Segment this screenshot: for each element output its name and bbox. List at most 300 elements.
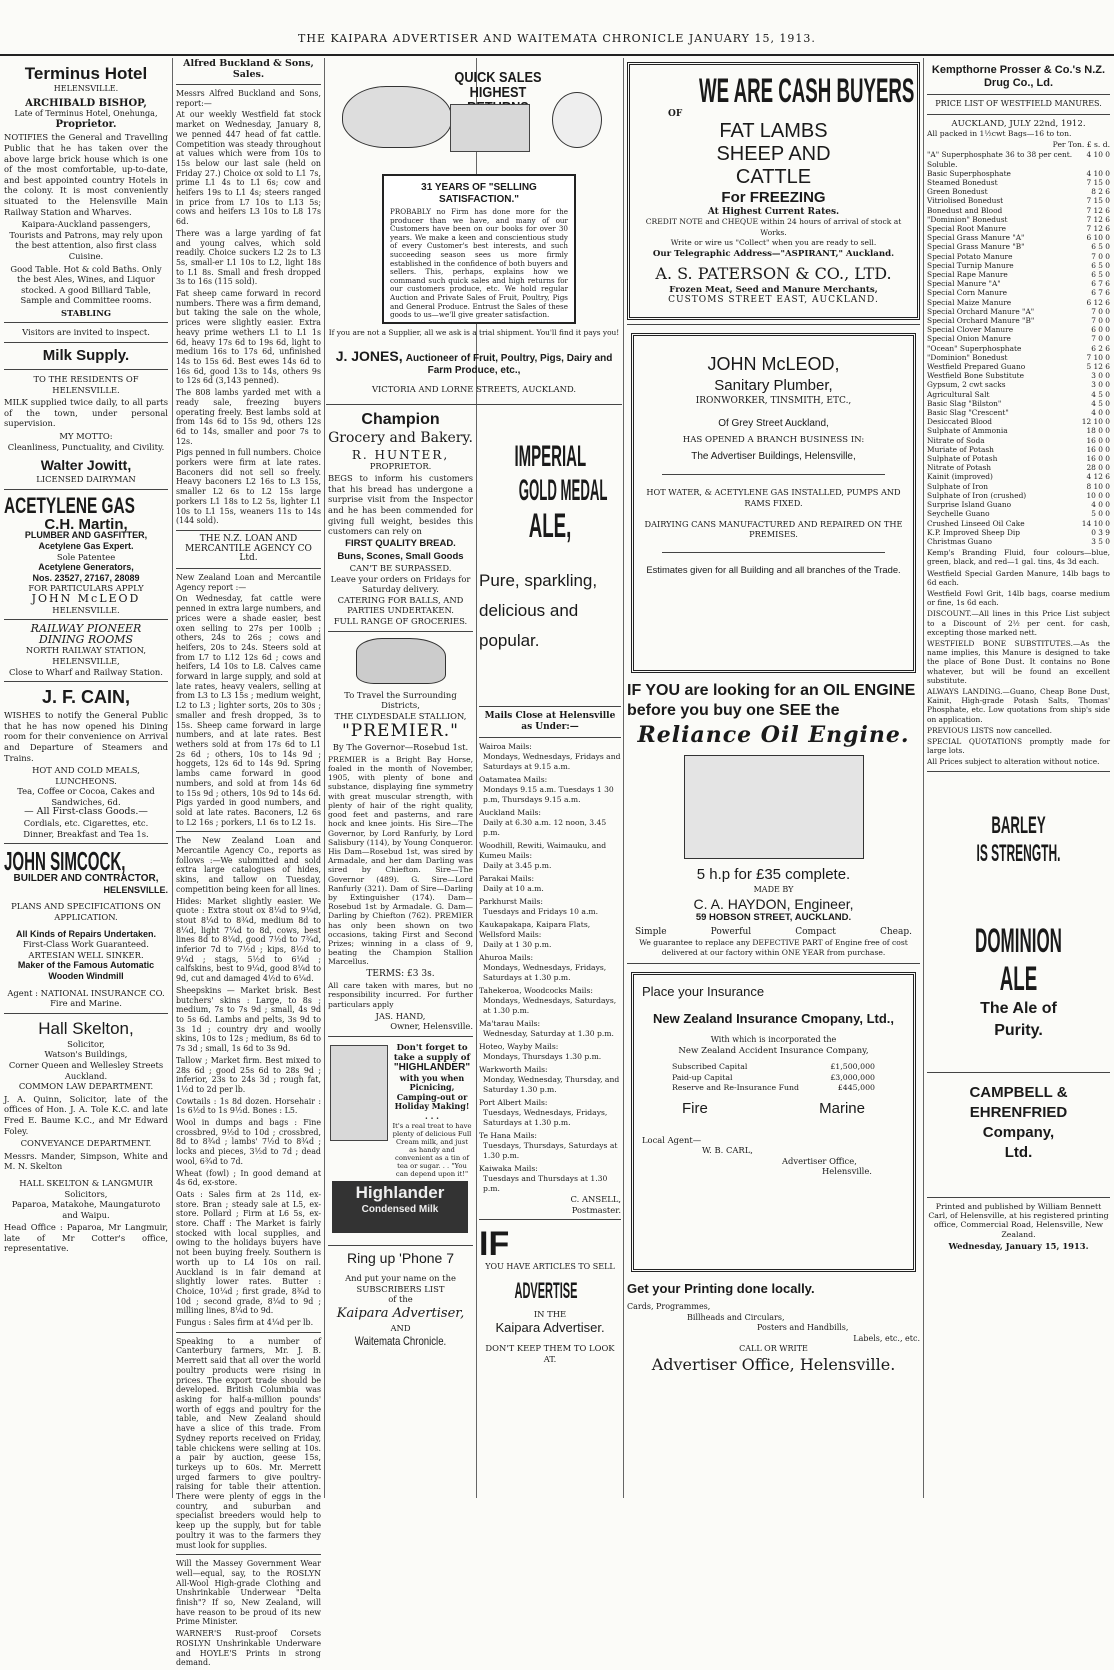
- skelton-mess: Messrs. Mander, Simpson, White and M. N. Skelton: [4, 1150, 168, 1172]
- paterson-l2: SHEEP AND: [716, 142, 831, 165]
- price-list-item: [927, 242, 1110, 251]
- champion-body: BEGS to inform his customers that his bread has undergone a surprise visit from the Inspector and he has been commended for giving full weight, besides this customers can rely on: [328, 473, 473, 537]
- column-4: [479, 410, 621, 1365]
- price-item-name: Basic Slag "Crescent": [927, 408, 1009, 418]
- price-list-item: [927, 426, 1110, 435]
- mail-times: Daily at 10 a.m.: [483, 884, 544, 893]
- price-list-item: [927, 537, 1110, 546]
- simcock-agent: Agent : NATIONAL INSURANCE CO. Fire and Marine.: [7, 987, 165, 1009]
- price-list-item: [927, 288, 1110, 297]
- champion-cant: CAN'T BE SURPASSED.: [349, 562, 452, 573]
- price-item-value: 4 12 6: [1086, 472, 1110, 482]
- paterson-rates: At Highest Current Rates.: [707, 206, 840, 217]
- tallow-p: Tallow ; Market firm. Best mixed to 28s 6d ; good 25s 6d to 28s 9d ; inferior, 23s to 24s 3d ; rough fat, 1½d to 2d per lb.: [176, 1055, 321, 1094]
- price-item-name: Special Grass Manure "A": [927, 233, 1025, 243]
- price-item-name: Surprise Island Guano: [927, 500, 1012, 510]
- price-item-name: Christmas Guano: [927, 536, 992, 546]
- price-item-name: Westfield Bone Substitute: [927, 371, 1024, 381]
- price-item-value: 14 10 0: [1081, 518, 1110, 528]
- paterson-credit: CREDIT NOTE and CHEQUE within 24 hours of arrival of stock at Works.: [645, 217, 902, 237]
- paterson-for: For FREEZING: [721, 188, 826, 206]
- price-item-value: 4 10 0: [1086, 168, 1110, 178]
- mail-times: Tuesdays and Fridays 10 a.m.: [483, 907, 598, 916]
- paterson-of: OF: [668, 109, 683, 119]
- mcleod-ad: [631, 333, 916, 673]
- terminus-table: Good Table. Hot & cold Baths. Only the best Ales, Wines, and Liquor stocked. A good Billiard Table, Sample and Committee rooms.: [10, 263, 162, 306]
- insurance-paid: Paid-up Capital: [672, 1072, 733, 1082]
- price-item-value: 16 0 0: [1086, 444, 1110, 454]
- skelton-name: Hall Skelton,: [38, 1018, 134, 1038]
- dominion-l4: Purity.: [994, 1021, 1043, 1039]
- price-item-value: 12 10 0: [1081, 417, 1110, 427]
- price-item-value: 7 15 0: [1086, 196, 1110, 206]
- mail-times: Daily at 1 30 p.m.: [483, 940, 552, 949]
- milk-motto: MY MOTTO:: [59, 431, 113, 442]
- paterson-ad: [627, 62, 920, 320]
- insurance-place: Place your Insurance: [642, 983, 765, 999]
- acetylene-agent: Sole Patentee: [56, 551, 116, 562]
- champion-leave: Leave your orders on Fridays for Saturday delivery.: [330, 573, 471, 595]
- railway-l5: Close to Wharf and Railway Station.: [9, 666, 163, 677]
- kempthorne-note: DISCOUNT.—All lines in this Price List subject to a Discount of 2½ per cent. for cash, excepting those marked nett.: [927, 609, 1110, 637]
- price-item-value: 7 0 0: [1091, 306, 1110, 316]
- imprint-body: Printed and published by William Bennett Carl, of Helensville, at his registered printing office, Commercial Road, Helensville, New Zealand.: [928, 1201, 1109, 1239]
- jones-box: [382, 174, 576, 324]
- kempthorne-note: ALWAYS LANDING.—Guano, Cheap Bone Dust, Kainit, High-grade Potash Salts, Thomas' Phosphate, etc. Low quotations from ship's side on application.: [927, 686, 1110, 724]
- insurance-res: Reserve and Re-Insurance Fund: [672, 1083, 800, 1093]
- price-item-value: 3 5 0: [1091, 536, 1110, 546]
- imprint-date: Wednesday, January 15, 1913.: [948, 1241, 1089, 1252]
- mcleod-dairy: DAIRYING CANS MANUFACTURED AND REPAIRED ON THE PREMISES.: [644, 518, 903, 540]
- price-item-name: Sulphate of Potash: [927, 454, 998, 464]
- reliance-powerful: Powerful: [710, 927, 752, 938]
- masthead-title: THE KAIPARA ADVERTISER AND WAITEMATA CHRONICLE JANUARY 15, 1913.: [298, 32, 816, 45]
- paterson-write: Write or wire us "Collect" when you are ready to sell.: [670, 238, 877, 248]
- mails-sign: C. ANSELL,: [570, 1194, 621, 1204]
- price-item-value: 7 12 6: [1086, 224, 1110, 233]
- oil-engine-illustration: [684, 755, 864, 859]
- price-item-name: Special Orchard Manure "B": [927, 316, 1035, 326]
- price-item-value: 16 0 0: [1086, 435, 1110, 445]
- fungus-p: Fungus : Sales firm at 4¼d per lb.: [176, 1318, 314, 1328]
- price-item-name: Special Rape Manure: [927, 270, 1008, 280]
- price-item-name: Steamed Bonedust: [927, 177, 998, 187]
- simcock-rep: All Kinds of Repairs Undertaken.: [15, 928, 157, 939]
- masthead: [0, 30, 1114, 56]
- mcleod-name: JOHN McLEOD,: [707, 354, 840, 374]
- price-list-item: [927, 334, 1110, 343]
- mail-route: Kaiwaka Mails:: [479, 1164, 538, 1173]
- insurance-agent: Local Agent—: [642, 1134, 702, 1145]
- ring-t2: SUBSCRIBERS LIST: [356, 1283, 445, 1294]
- premier-terms: TERMS: £3 3s.: [366, 968, 435, 979]
- price-item-value: 6 12 6: [1086, 297, 1110, 307]
- acetylene-place: HELENSVILLE.: [52, 604, 120, 615]
- price-item-value: 6 7 6: [1091, 288, 1110, 298]
- price-item-value: 7 0 0: [1091, 251, 1110, 261]
- champion-buns: Buns, Scones, Small Goods: [337, 551, 464, 563]
- price-item-name: Sulphate of Ammonia: [927, 426, 1008, 436]
- cain-name: J. F. CAIN,: [41, 687, 130, 708]
- champion-title: Champion: [361, 411, 440, 428]
- price-item-value: 8 10 0: [1086, 481, 1110, 491]
- mail-times: Tuesdays and Thursdays at 1.30 p.m.: [483, 1174, 608, 1193]
- reliance-guar: We guarantee to replace any DEFECTIVE PART of Engine free of cost delivered at our factory within ONE YEAR from purchase.: [639, 937, 908, 958]
- mail-route: Parkhurst Mails:: [479, 897, 543, 906]
- acetylene-nos: Nos. 23527, 27167, 28089: [32, 572, 140, 583]
- champion-cat: CATERING FOR BALLS, AND PARTIES UNDERTAKEN.: [337, 594, 464, 616]
- price-item-value: 7 10 0: [1086, 352, 1110, 362]
- printing-office: Advertiser Office, Helensville.: [651, 1354, 896, 1374]
- price-list-item: [927, 233, 1110, 242]
- ifadv-t1: YOU HAVE ARTICLES TO SELL: [485, 1262, 615, 1272]
- premier-to: To Travel the Surrounding Districts,: [344, 689, 457, 711]
- kempthorne-note: PREVIOUS LISTS now cancelled.: [927, 725, 1053, 735]
- simcock-role: BUILDER AND CONTRACTOR,: [13, 873, 159, 885]
- milk-to: TO THE RESIDENTS OF: [33, 374, 139, 385]
- nzloan-title: THE N.Z. LOAN AND MERCANTILE AGENCY CO Ltd.: [185, 533, 312, 564]
- barley-l2: IS STRENGTH.: [976, 839, 1061, 867]
- price-item-name: Special Maize Manure: [927, 297, 1012, 307]
- poultry-p: Speaking to a number of Canterbury farmers, Mr. J. B. Merrett said that all over the world poultry products were rising in prices. The export trade should be developed. British Columbia was asking for half-a-million pounds' worth of eggs and poultry for the table, and New Zealand should have a slice of this trade. From Sydney reports received on Friday, table chickens were selling at 10s. a pair by auction, geese 15s, turkeys up to 60s. Mr. Merrett urged farmers to give poultry-raising for table their attention. There were plenty of eggs in the country, and suburban and specialist breeders would help to keep up the supply, but for table poultry it was to the farmers they must look for supplies.: [176, 1336, 321, 1550]
- printing-l3: Posters and Handbills,: [757, 1323, 849, 1333]
- mail-route: Te Hana Mails:: [479, 1131, 537, 1140]
- column-2: [176, 58, 321, 1670]
- mail-route: Port Albert Mails:: [479, 1098, 548, 1107]
- price-list-item: [927, 390, 1110, 399]
- jones-name: J. JONES,: [335, 348, 403, 364]
- price-list: [927, 150, 1110, 546]
- mail-times: Daily at 3.45 p.m.: [483, 861, 552, 870]
- jones-body: PROBABLY no Firm has done more for the producer than we have, and many of our Customers have been on our books for over 30 years. We make a keen and conscientious study of every Customer's best interests, and such succeeding season sees us more firmly established in the confidence of both buyers and sellers. This, perhaps, explains how we command such quick sales and high returns for our customers produce, etc. We hold regular Auction and Private Sales of Fruit, Poultry, Pigs and General Produce. Entrust the Sales of these goods to us—we'll give greater satisfaction.: [390, 207, 568, 320]
- price-list-item: [927, 417, 1110, 426]
- price-item-name: Vitriolised Bonedust: [927, 196, 1004, 206]
- price-item-name: Sulphate of Iron: [927, 481, 988, 491]
- reliance-addr: 59 HOBSON STREET, AUCKLAND.: [695, 911, 852, 923]
- price-item-name: Special Corn Manure: [927, 288, 1007, 298]
- reliance-row: [635, 927, 912, 938]
- price-item-name: Gypsum, 2 cwt sacks: [927, 380, 1006, 390]
- price-item-name: Special Orchard Manure "A": [927, 306, 1035, 316]
- barley-l1: BARLEY: [991, 811, 1046, 839]
- ring-t6: Waitemata Chronicle.: [354, 1334, 447, 1349]
- kempthorne-note: Kemp's Branding Fluid, four colours—blue, green, black, and red—1 gal. tins, 4s 3d each.: [927, 548, 1110, 567]
- skelton-cnr: Corner Queen and Wellesley Streets Auckland.: [8, 1059, 164, 1081]
- price-item-value: 5 0 0: [1091, 509, 1110, 519]
- mcleod-trades: IRONWORKER, TINSMITH, ETC.,: [695, 396, 852, 406]
- simcock-well: ARTESIAN WELL SINKER.: [28, 949, 144, 960]
- acetylene-who: JOHN McLEOD: [31, 591, 141, 605]
- champion-role: PROPRIETOR.: [369, 460, 432, 471]
- insurance-resv: £445,000: [837, 1083, 875, 1093]
- price-item-value: 6 5 0: [1091, 242, 1110, 252]
- mail-route: Oatamatea Mails:: [479, 775, 548, 784]
- mail-route: Wairoa Mails:: [479, 742, 532, 751]
- price-item-value: 10 0 0: [1086, 490, 1110, 500]
- simcock-name: JOHN SIMCOCK,: [4, 846, 126, 877]
- price-item-value: 6 10 0: [1086, 233, 1110, 243]
- imperial-l3: ALE,: [528, 507, 572, 545]
- price-item-name: Nitrate of Soda: [927, 435, 985, 445]
- price-item-value: 4 0 0: [1091, 500, 1110, 510]
- price-item-value: 3 0 0: [1091, 371, 1110, 381]
- ifadv-t4: Kaipara Advertiser.: [495, 1320, 605, 1336]
- premier-role: Owner, Helensville.: [390, 1021, 473, 1032]
- milk-place: HELENSVILLE.: [52, 384, 120, 395]
- massey-p: Will the Massey Government Wear well—equal, say, to the ROSLYN All-Wool High-grade Clothing and Unshrinkable Underwear "Delta finish"? If so, New Zealand, will have reason to be proud of its new Prime Minister.: [176, 1559, 321, 1627]
- price-item-value: 4 10 0: [1086, 150, 1110, 160]
- price-item-value: 7 12 6: [1086, 214, 1110, 224]
- price-item-name: Seychelle Guano: [927, 509, 990, 519]
- insurance-name: New Zealand Insurance Cmopany, Ltd.,: [652, 1010, 895, 1026]
- paterson-l1: FAT LAMBS: [719, 119, 828, 142]
- mail-route: Parakai Mails:: [479, 874, 535, 883]
- mail-times: Mondays, Wednesdays, Fridays and Saturdays at 9.15 a.m.: [483, 752, 621, 771]
- price-item-value: 4 0 0: [1091, 408, 1110, 418]
- simcock-name-wrap: [4, 846, 168, 877]
- price-item-name: Westfield Prepared Guano: [927, 362, 1026, 372]
- price-list-item: [927, 169, 1110, 178]
- insurance-with: With which is incorporated the: [710, 1034, 837, 1044]
- picnic-illustration: [330, 1045, 388, 1141]
- skelton-ho: Head Office : Paparoa, Mr Langmuir, late of Mr Cotter's office, representative.: [4, 1222, 168, 1254]
- price-item-name: "Ocean" Superphosphate: [927, 343, 1022, 353]
- champion-fq: FIRST QUALITY BREAD.: [345, 537, 456, 549]
- sheepskins-p: Sheepskins — Market brisk. Best butchers' skins : Large, to 8s ; medium, 7s to 7s 9d ; small, 4s 9d to 5s 6d. Lambs and pelts, 3s 9d to 3s 1d ; country dry and woolly skins, 10s to 12s ; medium, 8s 6d to 7s 3d ; small, 1s 6d to 3s 9d.: [176, 985, 321, 1054]
- price-item-name: Basic Superphosphate: [927, 168, 1011, 178]
- price-item-name: Nitrate of Potash: [927, 463, 992, 473]
- mail-route: Kaukapakapa, Kaipara Flats, Wellsford Mails:: [479, 920, 591, 939]
- price-list-item: [927, 215, 1110, 224]
- cain-cord: Cordials, etc. Cigarettes, etc.: [23, 818, 149, 829]
- price-item-name: Basic Slag "Bilston": [927, 398, 1002, 408]
- insurance-fire: Fire: [682, 1099, 708, 1117]
- jones-ad: [328, 64, 620, 404]
- insurance-who: W. B. CARL,: [702, 1145, 753, 1156]
- price-list-item: [927, 325, 1110, 334]
- price-list-item: [927, 408, 1110, 417]
- mail-times: Mondays, Wednesdays, Saturdays, at 1.30 p.m.: [483, 996, 617, 1015]
- milk-role: LICENSED DAIRYMAN: [36, 474, 136, 485]
- champion-full: FULL RANGE OF GROCERIES.: [333, 615, 468, 626]
- wheat-p: Wheat (fowl) ; In good demand at 4s 6d, ex-store.: [176, 1168, 321, 1188]
- printing-l2: Billheads and Circulars,: [687, 1312, 785, 1322]
- kempthorne-note: All Prices subject to alteration without notice.: [927, 757, 1100, 767]
- skelton-conv: CONVEYANCE DEPARTMENT.: [20, 1138, 152, 1149]
- simcock-maker: Maker of the Famous Automatic Wooden Windmill: [17, 960, 155, 981]
- railway-l1: RAILWAY PIONEER: [30, 622, 142, 636]
- acetylene-expert: Acetylene Gas Expert.: [38, 541, 134, 551]
- wool-p: Wool in dumps and bags : Fine crossbred, 9½d to 10d ; crossbred, 8d to 8¾d ; lambs' 7½d to 8¾d ; locks and pieces, 3½d to 7d ; dead wool, 6¾d to 7d.: [176, 1118, 321, 1166]
- reliance-simple: Simple: [635, 927, 667, 938]
- price-item-name: Special Root Manure: [927, 224, 1006, 233]
- terminus-place: HELENSVILLE.: [53, 84, 119, 93]
- price-item-name: Special Potato Manure: [927, 251, 1013, 261]
- price-list-item: [927, 252, 1110, 261]
- mcleod-est: Estimates given for all Building and all branches of the Trade.: [646, 563, 901, 575]
- price-list-item: [927, 445, 1110, 454]
- kempthorne-note: Westfield Fowl Grit, 14lb bags, coarse medium or fine, 1s 6d each.: [927, 588, 1110, 608]
- premier-name: "PREMIER.": [341, 721, 460, 742]
- skelton-hsl: HALL SKELTON & LANGMUIR: [19, 1177, 153, 1188]
- reliance-maker: C. A. HAYDON, Engineer,: [693, 895, 854, 912]
- mcleod-of: Of Grey Street Auckland,: [718, 417, 829, 429]
- column-3: [328, 410, 473, 1349]
- mail-route: Ahuroa Mails:: [479, 953, 534, 962]
- ifadv-t2: ADVERTISE: [514, 1277, 578, 1303]
- rooster-illustration: [552, 92, 602, 148]
- price-item-value: 7 12 6: [1086, 205, 1110, 215]
- price-item-name: "A" Superphosphate 36 to 38 per cent. Soluble.: [927, 150, 1073, 169]
- mail-route: Tahekeroa, Woodcocks Mails:: [479, 986, 593, 995]
- price-list-item: [927, 519, 1110, 528]
- jones-years: 31 YEARS OF "SELLING SATISFACTION.": [421, 182, 537, 205]
- price-item-name: Special Onion Manure: [927, 334, 1011, 344]
- railway-l3: NORTH RAILWAY STATION,: [25, 645, 147, 656]
- price-list-item: [927, 509, 1110, 518]
- price-list-item: [927, 463, 1110, 472]
- acetylene-title-wrap: [4, 494, 168, 517]
- insurance-sub: Subscribed Capital: [672, 1062, 748, 1072]
- mail-times: Daily at 6.30 a.m. 12 noon, 3.45 p.m.: [483, 818, 607, 837]
- ring-t1: And put your name on the: [345, 1272, 456, 1283]
- premier-by: By The Governor—Rosebud 1st.: [332, 742, 469, 753]
- price-list-item: [927, 528, 1110, 537]
- highlander-tin: [332, 1181, 468, 1233]
- acetylene-gen: Acetylene Generators,: [38, 562, 134, 573]
- imperial-ad: [479, 440, 621, 545]
- price-list-item: [927, 187, 1110, 196]
- insurance-paidv: £3,000,000: [830, 1072, 875, 1082]
- price-item-value: 4 5 0: [1091, 389, 1110, 399]
- column-5: [627, 58, 920, 1375]
- insurance-off: Advertiser Office,: [782, 1155, 857, 1166]
- price-item-name: "Dominion" Bonedust: [927, 214, 1008, 224]
- mail-times: Tuesdays, Thursdays, Saturdays at 1.30 p.m.: [483, 1141, 618, 1160]
- mails-title: Mails Close at Helensville as Under:—: [484, 711, 616, 732]
- campbell-l1: CAMPBELL &: [969, 1083, 1068, 1101]
- champion-owner: R. HUNTER,: [351, 448, 450, 462]
- reliance-made: MADE BY: [753, 885, 794, 894]
- highlander-t4: It's a real treat to have plenty of delicious Full Cream milk, and just as handy and convenient as a tin of tea or sugar. . . "You can depend upon it!": [392, 1121, 472, 1178]
- buckland-p3: There was a large yarding of fat and young calves, which sold readily. Choice suckers L2 2s to L3 5s, small-er L1 10s to L2, light 18s to L1 8s. Small and fresh dropped 3s to 16s (115 sold).: [176, 228, 321, 287]
- campbell-l3: Company,: [982, 1123, 1055, 1141]
- price-item-name: Green Bonedust: [927, 187, 988, 197]
- nzloan-p2: On Wednesday, fat cattle were penned in extra large numbers, and prices were a shade easier, best oxen selling to 27s per 100lb ; others, 24s to 26s ; cows and heifers, 20s to 24s. Steers sold at from L7 to L12 12s 6d ; cows and heifers, L4 10s to L8. Calves came forward in large supply, and sold at late rates, heavy vealers, selling at from L3 to L3 15s ; medium weight, L2 to L3 ; lighter sorts, 20s to 30s ; smaller and fresh dropped, 3s to 15s. Sheep came forward in large numbers, and at late rates. Best wethers sold at from 17s 6d to L1 2s 6d ; others, 10s to 14s 9d ; hoggets, 12s 6d to 14s 9d. Spring lambs came forward in good numbers, and sold at from 14s 6d to 15s 9d ; others, 10s 9d to 14s 6d. Pigs yarded in good numbers, and sold at late rates. Baconers, L2 6s to L2 16s ; porkers, L1 6s to L2 1s.: [176, 594, 321, 827]
- price-item-value: 7 15 0: [1086, 177, 1110, 187]
- price-item-value: 7 0 0: [1091, 334, 1110, 344]
- price-list-item: [927, 482, 1110, 491]
- price-item-name: Special Turnip Manure: [927, 260, 1014, 270]
- imperial-l1: IMPERIAL: [514, 440, 587, 473]
- paterson-l3: CATTLE: [735, 165, 812, 188]
- price-list-item: [927, 500, 1110, 509]
- campbell-l4: Ltd.: [1004, 1143, 1033, 1161]
- price-item-value: 6 0 0: [1091, 325, 1110, 335]
- terminus-title: Terminus Hotel: [24, 64, 148, 83]
- price-item-name: Sulphate of Iron (crushed): [927, 490, 1027, 500]
- highlander-t3: with you when Picnicing, Camping-out or Holiday Making! . . .: [394, 1072, 470, 1121]
- simcock-plans: PLANS AND SPECIFICATIONS ON APPLICATION.: [11, 901, 161, 923]
- price-list-item: [927, 206, 1110, 215]
- price-item-value: 6 7 6: [1091, 279, 1110, 289]
- skelton-bld: Watson's Buildings,: [44, 1049, 128, 1060]
- paterson-tel: Our Telegraphic Address—"ASPIRANT," Auckland.: [652, 248, 895, 259]
- price-list-item: [927, 362, 1110, 371]
- railway-l4: HELENSVILLE,: [52, 655, 120, 666]
- mail-times: Tuesdays, Wednesdays, Fridays, Saturdays at 1.30 p.m.: [483, 1108, 608, 1127]
- mcleod-opened: HAS OPENED A BRANCH BUSINESS IN:: [682, 435, 865, 446]
- mails-role: Postmaster.: [571, 1204, 621, 1215]
- imperial-l2: GOLD MEDAL: [518, 474, 608, 507]
- buckland-p4: Fat sheep came forward in record numbers. There was a firm demand, but taking the sale on the whole, prices were slightly easier. Extra heavy prime wethers L1 to L1 1s 6d, heavy 17s 6d to 19s 6d, light to medium 16s to 17s 6d, unfinished 14s to 15s 6d. Best ewes 14s 6d to 16s 6d, good 13s to 14s, others 9s to 12s 6d (3,143 penned).: [176, 289, 321, 386]
- price-list-item: [927, 150, 1110, 168]
- skelton-quinn: J. A. Quinn, Solicitor, late of the offices of Hon. J. A. Tole K.C. and late Fred E. Baume K.C., and Mr Edward Foley.: [4, 1093, 168, 1136]
- reliance-name: Reliance Oil Engine.: [637, 722, 910, 748]
- price-item-name: Desiccated Blood: [927, 417, 992, 427]
- terminus-body: NOTIFIES the General and Travelling Public that he has taken over the above large brick house which is one of the most comfortable, up-to-date, and best appointed country Hotels in the colony. It is most conveniently situated to the Helensville Main Railway Station and Wharves.: [4, 132, 168, 217]
- nzloan-p1: New Zealand Loan and Mercantile Agency report :—: [176, 573, 321, 592]
- ifadv-t5: DON'T KEEP THEM TO LOOK AT.: [485, 1343, 615, 1364]
- terminus-role: Proprietor.: [55, 118, 117, 130]
- terminus-stabling: STABLING: [60, 307, 111, 318]
- price-item-name: Special Clover Manure: [927, 325, 1014, 335]
- lion-illustration: [356, 638, 446, 684]
- price-list-item: [927, 224, 1110, 233]
- reliance-cheap: Cheap.: [880, 927, 912, 938]
- oats-p: Oats : Sales firm at 2s 11d, ex-store. Bran ; steady sale at L5, ex-store. Pollard ; Firm at L6 5s, ex-store. Chaff : The Market is fairly stocked with local supplies, and owing to the holidays buyers have not been buying freely. Southern is worth up to L4 10s on rail. Auckland is in fair demand at slightly lower rates. Butter : Choice, 10¼d ; first grade, 8¾d to 10d ; second grade, 8¼d to 9d ; milling lines, 8¼d to 9d.: [176, 1189, 321, 1316]
- price-list-item: [927, 472, 1110, 481]
- price-list-item: [927, 344, 1110, 353]
- price-item-name: Agricultural Salt: [927, 389, 990, 399]
- jones-addr: VICTORIA AND LORNE STREETS, AUCKLAND.: [371, 384, 577, 394]
- ifadv-t3: IN THE: [533, 1308, 567, 1319]
- acetylene-fp: FOR PARTICULARS APPLY: [28, 583, 144, 594]
- terminus-owner: ARCHIBALD BISHOP,: [25, 97, 147, 109]
- ring-t3: of the: [388, 1294, 413, 1305]
- cain-tea: Tea, Coffee or Cocoa, Cakes and Sandwiches, 6d.: [17, 786, 155, 807]
- milk-body: MILK supplied twice daily, to all parts of the town, under personal supervision.: [4, 397, 168, 429]
- insurance-ad: [631, 972, 916, 1272]
- kempthorne-unit: Per Ton. £ s. d.: [1052, 139, 1110, 149]
- insurance-types: [682, 1099, 865, 1117]
- price-list-item: [927, 316, 1110, 325]
- milk-motto2: Cleanliness, Punctuality, and Civility.: [7, 441, 165, 452]
- price-item-value: 6 5 0: [1091, 260, 1110, 270]
- hides-p: Hides: Market slightly easier. We quote : Extra stout ox 8¼d to 9¼d, stout 8¼d to 8¾d, medium 8d to 8¼d, light 7¼d to 8d, cows, best lines 8d to 8¼d, good 7½d to 7¾d, inferior 7d to 7½d ; kips, 8½d to 9¼d ; stags, 5½d to 6¼d ; calfskins, best to 9¼d, good 8¼d to 9d, cut and damaged 4½d to 6¼d.: [176, 896, 321, 984]
- milk-title: Milk Supply.: [42, 347, 130, 365]
- price-list-item: [927, 353, 1110, 362]
- column-1: [4, 58, 168, 1256]
- campbell-l2: EHRENFRIED: [969, 1103, 1068, 1121]
- highlander-t1: Don't forget to take a supply of: [393, 1042, 471, 1063]
- paterson-desc: Frozen Meat, Seed and Manure Merchants,: [669, 284, 878, 295]
- dominion-l1: DOMINION: [975, 921, 1062, 960]
- price-item-name: Bonedust and Blood: [927, 205, 1003, 215]
- cain-din: Dinner, Breakfast and Tea 1s.: [23, 828, 149, 839]
- price-item-name: Special Grass Manure "B": [927, 242, 1025, 252]
- kempthorne-note: SPECIAL QUOTATIONS promptly made for large lots.: [927, 736, 1110, 756]
- price-item-value: 0 3 9: [1091, 527, 1110, 537]
- highlander-ad: [328, 1041, 473, 1241]
- jones-quick: QUICK SALES HIGHEST: [454, 69, 542, 101]
- pig-illustration: [342, 86, 452, 148]
- terminus-visitors: Visitors are invited to inspect.: [22, 327, 150, 338]
- price-list-item: [927, 307, 1110, 316]
- dominion-l3: The Ale of: [980, 999, 1057, 1017]
- reliance-h1: IF YOU are looking for an OIL ENGINE before you buy one SEE the: [627, 682, 916, 719]
- kempthorne-packed: All packed in 1½cwt Bags—16 to ton.: [927, 129, 1072, 139]
